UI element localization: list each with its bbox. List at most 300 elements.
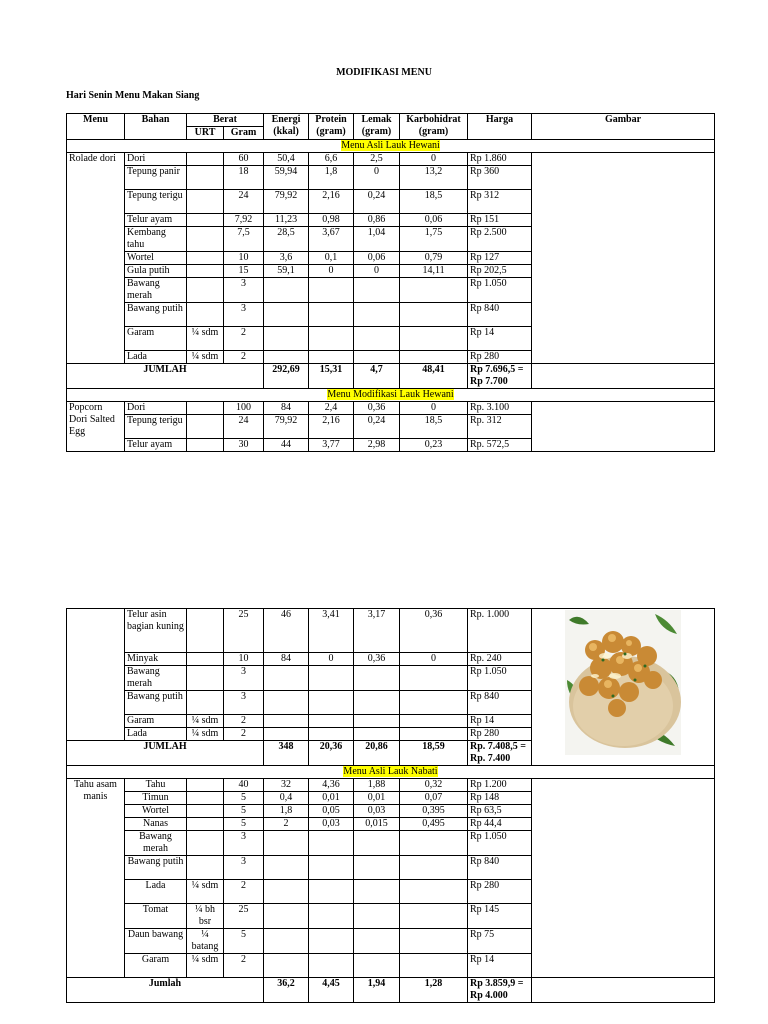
total-harga: Rp 3.859,9 = Rp 4.000: [468, 978, 532, 1003]
protein-value: 0: [309, 265, 354, 278]
header-karbohidrat: Karbohidrat (gram): [400, 114, 468, 140]
energi-value: [264, 351, 309, 364]
page-title: MODIFIKASI MENU: [336, 67, 432, 78]
lemak-value: 0: [354, 166, 400, 190]
gram-value: 5: [224, 792, 264, 805]
total-energi: 348: [264, 741, 309, 766]
protein-value: 3,41: [309, 609, 354, 653]
section-menu-asli-lauk-hewani-label: Menu Asli Lauk Hewani: [341, 140, 440, 151]
energi-value: 0,4: [264, 792, 309, 805]
ingredient-name: Dori: [125, 153, 187, 166]
harga-value: Rp 127: [468, 252, 532, 265]
energi-value: [264, 728, 309, 741]
section-menu-asli-lauk-nabati-row: [67, 766, 715, 779]
karbohidrat-value: [400, 351, 468, 364]
ingredient-name: Lada: [125, 880, 187, 904]
urt-value: [187, 805, 224, 818]
harga-value: Rp 14: [468, 327, 532, 351]
header-row: [67, 114, 715, 127]
protein-value: [309, 929, 354, 954]
harga-value: Rp 1.050: [468, 666, 532, 691]
energi-value: 1,8: [264, 805, 309, 818]
protein-value: 0,01: [309, 792, 354, 805]
urt-value: [187, 691, 224, 715]
menu-table-bottom: [66, 608, 715, 1003]
ingredient-name: Bawang merah: [125, 666, 187, 691]
protein-value: [309, 715, 354, 728]
energi-value: 11,23: [264, 214, 309, 227]
section-menu-modifikasi-lauk-hewani-row: [67, 389, 715, 402]
protein-value: [309, 954, 354, 978]
ingredient-name: Minyak: [125, 653, 187, 666]
gambar-cell: [532, 609, 715, 766]
urt-value: [187, 779, 224, 792]
protein-value: 0,98: [309, 214, 354, 227]
urt-value: [187, 214, 224, 227]
harga-value: Rp 63,5: [468, 805, 532, 818]
ingredient-name: Daun bawang: [125, 929, 187, 954]
karbohidrat-value: 0,07: [400, 792, 468, 805]
energi-value: [264, 666, 309, 691]
urt-value: [187, 856, 224, 880]
gambar-cell: [532, 779, 715, 978]
gram-value: 24: [224, 415, 264, 439]
gram-value: 5: [224, 929, 264, 954]
karbohidrat-value: [400, 954, 468, 978]
lemak-value: [354, 691, 400, 715]
lemak-value: 0,36: [354, 402, 400, 415]
ingredient-name: Tepung panir: [125, 166, 187, 190]
urt-value: ¼ sdm: [187, 954, 224, 978]
popcorn-dori-image: [565, 610, 681, 755]
ingredient-name: Garam: [125, 954, 187, 978]
karbohidrat-value: 13,2: [400, 166, 468, 190]
gambar-cell: [532, 402, 715, 452]
ingredient-name: Dori: [125, 402, 187, 415]
header-harga: Harga: [468, 114, 532, 140]
total-protein: 15,31: [309, 364, 354, 389]
karbohidrat-value: 0,06: [400, 214, 468, 227]
energi-value: 32: [264, 779, 309, 792]
karbohidrat-value: [400, 666, 468, 691]
karbohidrat-value: 0,32: [400, 779, 468, 792]
total-harga: Rp 7.696,5 = Rp 7.700: [468, 364, 532, 389]
lemak-value: 1,88: [354, 779, 400, 792]
section-menu-asli-lauk-nabati: [67, 766, 715, 779]
gram-value: 2: [224, 327, 264, 351]
protein-value: [309, 880, 354, 904]
header-gram: Gram: [224, 127, 264, 140]
karbohidrat-value: 0,36: [400, 609, 468, 653]
urt-value: [187, 227, 224, 252]
lemak-value: 0,03: [354, 805, 400, 818]
urt-value: [187, 831, 224, 856]
energi-value: [264, 327, 309, 351]
total-harga: Rp. 7.408,5 = Rp. 7.400: [468, 741, 532, 766]
karbohidrat-value: 18,5: [400, 190, 468, 214]
gram-value: 7,5: [224, 227, 264, 252]
karbohidrat-value: 0: [400, 153, 468, 166]
ingredient-name: Bawang putih: [125, 856, 187, 880]
lemak-value: [354, 904, 400, 929]
gram-value: 5: [224, 805, 264, 818]
energi-value: 84: [264, 653, 309, 666]
protein-value: 4,36: [309, 779, 354, 792]
urt-value: ¼ sdm: [187, 728, 224, 741]
karbohidrat-value: [400, 856, 468, 880]
lemak-value: 0,01: [354, 792, 400, 805]
gram-value: 60: [224, 153, 264, 166]
lemak-value: [354, 728, 400, 741]
ingredient-name: Lada: [125, 351, 187, 364]
gram-value: 2: [224, 954, 264, 978]
energi-value: 46: [264, 609, 309, 653]
protein-value: 2,16: [309, 415, 354, 439]
gram-value: 10: [224, 252, 264, 265]
total-energi: 292,69: [264, 364, 309, 389]
harga-value: Rp. 1.000: [468, 609, 532, 653]
gambar-cell: [532, 364, 715, 389]
total-row: [67, 364, 715, 389]
protein-value: 2,16: [309, 190, 354, 214]
lemak-value: 2,5: [354, 153, 400, 166]
lemak-value: [354, 715, 400, 728]
section-menu-asli-lauk-nabati-label: Menu Asli Lauk Nabati: [343, 766, 438, 777]
energi-value: 84: [264, 402, 309, 415]
protein-value: [309, 303, 354, 327]
energi-value: [264, 880, 309, 904]
section-menu-modifikasi-lauk-hewani-label: Menu Modifikasi Lauk Hewani: [327, 389, 454, 400]
harga-value: Rp. 240: [468, 653, 532, 666]
protein-value: 6,6: [309, 153, 354, 166]
urt-value: [187, 402, 224, 415]
urt-value: ¼ bh bsr: [187, 904, 224, 929]
gram-value: 24: [224, 190, 264, 214]
urt-value: [187, 609, 224, 653]
harga-value: Rp. 312: [468, 415, 532, 439]
urt-value: [187, 278, 224, 303]
ingredient-name: Wortel: [125, 805, 187, 818]
karbohidrat-value: [400, 929, 468, 954]
lemak-value: [354, 954, 400, 978]
ingredient-name: Telur ayam: [125, 439, 187, 452]
gram-value: 2: [224, 728, 264, 741]
ingredient-name: Tepung terigu: [125, 415, 187, 439]
lemak-value: [354, 278, 400, 303]
total-karbohidrat: 1,28: [400, 978, 468, 1003]
lemak-value: [354, 880, 400, 904]
header-gambar: Gambar: [532, 114, 715, 140]
gram-value: 25: [224, 904, 264, 929]
ingredient-name: Tepung terigu: [125, 190, 187, 214]
urt-value: [187, 265, 224, 278]
karbohidrat-value: 0: [400, 653, 468, 666]
protein-value: 0,03: [309, 818, 354, 831]
harga-value: Rp 1.200: [468, 779, 532, 792]
urt-value: [187, 666, 224, 691]
karbohidrat-value: 18,5: [400, 415, 468, 439]
harga-value: Rp. 572,5: [468, 439, 532, 452]
ingredient-name: Tahu: [125, 779, 187, 792]
table-row: [67, 779, 715, 792]
urt-value: [187, 653, 224, 666]
urt-value: [187, 252, 224, 265]
lemak-value: [354, 929, 400, 954]
ingredient-name: Gula putih: [125, 265, 187, 278]
protein-value: [309, 904, 354, 929]
gram-value: 7,92: [224, 214, 264, 227]
gram-value: 3: [224, 831, 264, 856]
ingredient-name: Bawang merah: [125, 831, 187, 856]
energi-value: [264, 831, 309, 856]
gram-value: 2: [224, 715, 264, 728]
protein-value: [309, 831, 354, 856]
harga-value: Rp 148: [468, 792, 532, 805]
karbohidrat-value: 0: [400, 402, 468, 415]
energi-value: [264, 278, 309, 303]
lemak-value: 1,04: [354, 227, 400, 252]
urt-value: [187, 303, 224, 327]
karbohidrat-value: [400, 831, 468, 856]
header-bahan: Bahan: [125, 114, 187, 140]
harga-value: Rp 280: [468, 880, 532, 904]
lemak-value: 0,24: [354, 190, 400, 214]
energi-value: 59,94: [264, 166, 309, 190]
gram-value: 40: [224, 779, 264, 792]
gram-value: 3: [224, 278, 264, 303]
harga-value: Rp 360: [468, 166, 532, 190]
ingredient-name: Garam: [125, 715, 187, 728]
protein-value: 0: [309, 653, 354, 666]
karbohidrat-value: 0,395: [400, 805, 468, 818]
protein-value: [309, 691, 354, 715]
menu-table-top: [66, 113, 715, 452]
energi-value: [264, 303, 309, 327]
harga-value: Rp 14: [468, 715, 532, 728]
protein-value: [309, 327, 354, 351]
urt-value: [187, 166, 224, 190]
header-lemak: Lemak (gram): [354, 114, 400, 140]
harga-value: Rp 280: [468, 728, 532, 741]
ingredient-name: Bawang putih: [125, 303, 187, 327]
karbohidrat-value: [400, 880, 468, 904]
header-berat: Berat: [187, 114, 264, 127]
urt-value: [187, 190, 224, 214]
header-energi: Energi (kkal): [264, 114, 309, 140]
energi-value: 2: [264, 818, 309, 831]
total-karbohidrat: 18,59: [400, 741, 468, 766]
lemak-value: 0,24: [354, 415, 400, 439]
protein-value: 0,1: [309, 252, 354, 265]
lemak-value: 0,06: [354, 252, 400, 265]
protein-value: 3,77: [309, 439, 354, 452]
ingredient-name: Bawang putih: [125, 691, 187, 715]
total-label: JUMLAH: [67, 741, 264, 766]
lemak-value: [354, 666, 400, 691]
lemak-value: 3,17: [354, 609, 400, 653]
energi-value: [264, 954, 309, 978]
urt-value: ¼ sdm: [187, 715, 224, 728]
protein-value: [309, 666, 354, 691]
ingredient-name: Telur asin bagian kuning: [125, 609, 187, 653]
total-protein: 20,36: [309, 741, 354, 766]
energi-value: [264, 904, 309, 929]
lemak-value: [354, 303, 400, 327]
harga-value: Rp 2.500: [468, 227, 532, 252]
energi-value: 59,1: [264, 265, 309, 278]
karbohidrat-value: [400, 278, 468, 303]
urt-value: ¼ batang: [187, 929, 224, 954]
protein-value: 3,67: [309, 227, 354, 252]
ingredient-name: Telur ayam: [125, 214, 187, 227]
karbohidrat-value: [400, 904, 468, 929]
gram-value: 5: [224, 818, 264, 831]
gram-value: 3: [224, 303, 264, 327]
lemak-value: 0,36: [354, 653, 400, 666]
karbohidrat-value: [400, 691, 468, 715]
section-menu-asli-lauk-hewani-row: [67, 140, 715, 153]
karbohidrat-value: [400, 303, 468, 327]
protein-value: [309, 728, 354, 741]
harga-value: Rp 145: [468, 904, 532, 929]
ingredient-name: Kembang tahu: [125, 227, 187, 252]
gram-value: 30: [224, 439, 264, 452]
protein-value: 0,05: [309, 805, 354, 818]
karbohidrat-value: 14,11: [400, 265, 468, 278]
protein-value: [309, 351, 354, 364]
energi-value: 28,5: [264, 227, 309, 252]
section-menu-modifikasi-lauk-hewani: [67, 389, 715, 402]
karbohidrat-value: 0,23: [400, 439, 468, 452]
ingredient-name: Nanas: [125, 818, 187, 831]
gram-value: 3: [224, 666, 264, 691]
table-row: [67, 153, 715, 166]
total-label: JUMLAH: [67, 364, 264, 389]
energi-value: [264, 691, 309, 715]
harga-value: Rp 280: [468, 351, 532, 364]
gram-value: 2: [224, 880, 264, 904]
energi-value: 79,92: [264, 190, 309, 214]
lemak-value: 0,86: [354, 214, 400, 227]
lemak-value: [354, 351, 400, 364]
urt-value: [187, 153, 224, 166]
table-row: [67, 609, 715, 653]
total-label: Jumlah: [67, 978, 264, 1003]
energi-value: 44: [264, 439, 309, 452]
karbohidrat-value: 1,75: [400, 227, 468, 252]
protein-value: 2,4: [309, 402, 354, 415]
harga-value: Rp 14: [468, 954, 532, 978]
ingredient-name: Bawang merah: [125, 278, 187, 303]
urt-value: ¼ sdm: [187, 327, 224, 351]
urt-value: [187, 439, 224, 452]
ingredient-name: Wortel: [125, 252, 187, 265]
harga-value: Rp 840: [468, 856, 532, 880]
gram-value: 15: [224, 265, 264, 278]
harga-value: Rp 151: [468, 214, 532, 227]
lemak-value: [354, 856, 400, 880]
harga-value: Rp. 3.100: [468, 402, 532, 415]
gram-value: 18: [224, 166, 264, 190]
total-lemak: 20,86: [354, 741, 400, 766]
total-energi: 36,2: [264, 978, 309, 1003]
energi-value: [264, 856, 309, 880]
harga-value: Rp 1.860: [468, 153, 532, 166]
urt-value: [187, 818, 224, 831]
karbohidrat-value: 0,79: [400, 252, 468, 265]
total-row: [67, 978, 715, 1003]
karbohidrat-value: [400, 327, 468, 351]
energi-value: [264, 715, 309, 728]
urt-value: ¼ sdm: [187, 880, 224, 904]
gram-value: 100: [224, 402, 264, 415]
urt-value: ¼ sdm: [187, 351, 224, 364]
urt-value: [187, 792, 224, 805]
header-menu: Menu: [67, 114, 125, 140]
total-lemak: 4,7: [354, 364, 400, 389]
menu-name: Popcorn Dori Salted Egg: [67, 402, 125, 452]
ingredient-name: Timun: [125, 792, 187, 805]
energi-value: 79,92: [264, 415, 309, 439]
menu-name: Tahu asam manis: [67, 779, 125, 978]
table-row: [67, 402, 715, 415]
harga-value: Rp 840: [468, 691, 532, 715]
lemak-value: [354, 831, 400, 856]
protein-value: 1,8: [309, 166, 354, 190]
karbohidrat-value: [400, 715, 468, 728]
gram-value: 10: [224, 653, 264, 666]
urt-value: [187, 415, 224, 439]
protein-value: [309, 856, 354, 880]
lemak-value: 2,98: [354, 439, 400, 452]
total-lemak: 1,94: [354, 978, 400, 1003]
harga-value: Rp 840: [468, 303, 532, 327]
header-protein: Protein (gram): [309, 114, 354, 140]
energi-value: [264, 929, 309, 954]
harga-value: Rp 1.050: [468, 831, 532, 856]
energi-value: 50,4: [264, 153, 309, 166]
ingredient-name: Garam: [125, 327, 187, 351]
protein-value: [309, 278, 354, 303]
total-karbohidrat: 48,41: [400, 364, 468, 389]
ingredient-name: Lada: [125, 728, 187, 741]
ingredient-name: Tomat: [125, 904, 187, 929]
menu-name: Rolade dori: [67, 153, 125, 364]
gram-value: 2: [224, 351, 264, 364]
karbohidrat-value: [400, 728, 468, 741]
gram-value: 3: [224, 856, 264, 880]
harga-value: Rp 1.050: [468, 278, 532, 303]
lemak-value: 0: [354, 265, 400, 278]
header-urt: URT: [187, 127, 224, 140]
page-subtitle: Hari Senin Menu Makan Siang: [66, 90, 200, 101]
gram-value: 25: [224, 609, 264, 653]
total-protein: 4,45: [309, 978, 354, 1003]
lemak-value: [354, 327, 400, 351]
harga-value: Rp 202,5: [468, 265, 532, 278]
harga-value: Rp 312: [468, 190, 532, 214]
menu-name: [67, 609, 125, 741]
section-menu-asli-lauk-hewani: [67, 140, 715, 153]
energi-value: 3,6: [264, 252, 309, 265]
gram-value: 3: [224, 691, 264, 715]
karbohidrat-value: 0,495: [400, 818, 468, 831]
gambar-cell: [532, 153, 715, 364]
harga-value: Rp 75: [468, 929, 532, 954]
lemak-value: 0,015: [354, 818, 400, 831]
gambar-cell: [532, 978, 715, 1003]
harga-value: Rp 44,4: [468, 818, 532, 831]
